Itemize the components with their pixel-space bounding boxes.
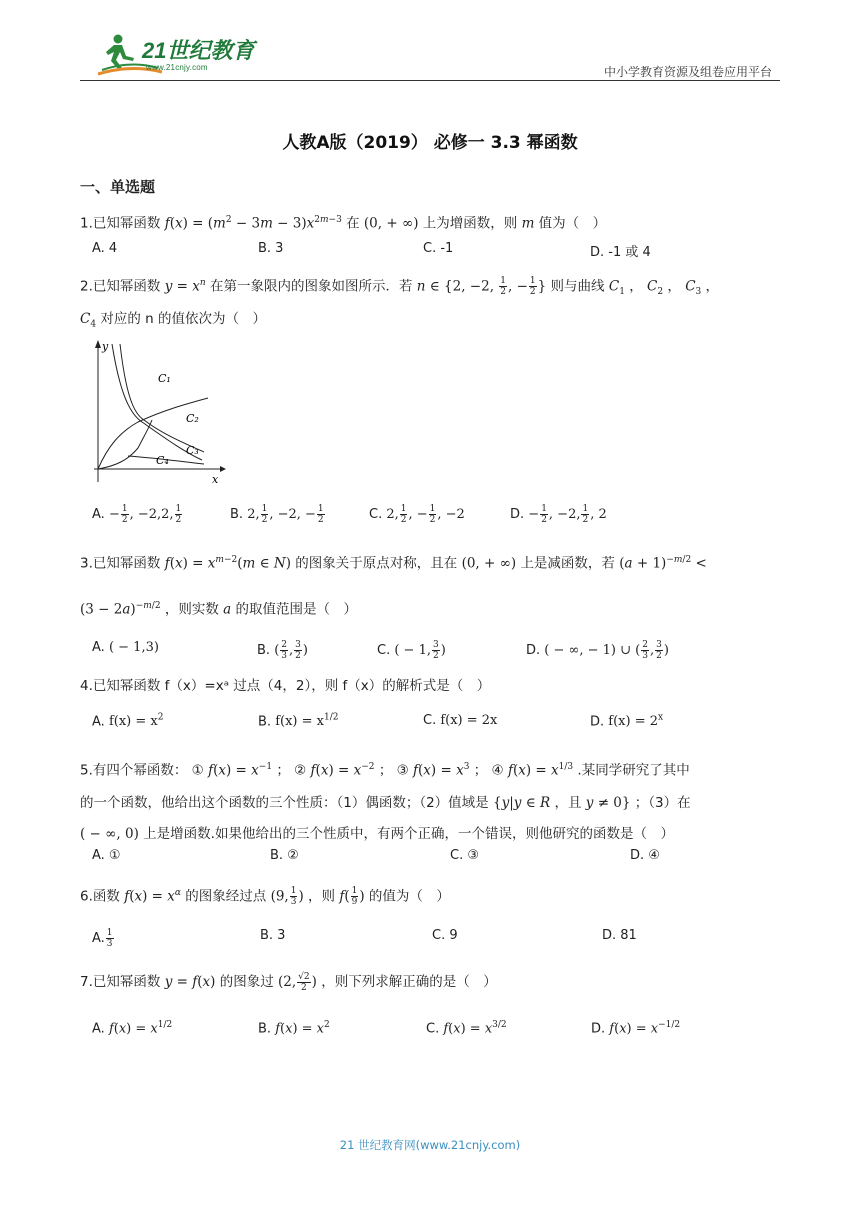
curve-label-c2: C₂ bbox=[186, 412, 199, 425]
q1-option-b[interactable]: B. 3 bbox=[258, 241, 284, 256]
q3-mid2: 上是减函数，若 bbox=[520, 555, 615, 572]
q5-line2a: 的一个函数，他给出这个函数的三个性质：（1）偶函数；（2）值域是 bbox=[80, 795, 489, 811]
q7-option-b[interactable]: B. $f(x) = x^2$ bbox=[258, 1020, 330, 1037]
q6-suffix: 的值为（ ） bbox=[368, 888, 450, 905]
q5-option-a[interactable]: A. ① bbox=[92, 848, 121, 863]
question-2-line2: $C_4$ 对应的 n 的值依次为（ ） bbox=[80, 311, 267, 330]
q4-option-d[interactable]: D. $f(x) = 2^x$ bbox=[590, 713, 664, 730]
q4-option-c[interactable]: C. f(x) = 2x bbox=[423, 713, 498, 728]
logo-wordmark: 21世纪教育 bbox=[142, 38, 255, 63]
question-5: 5.有四个幂函数： ① $f(x) = x^{-1}$ ； ② $f(x) = x^{-2}$ ； ③ $f(x) = x^3$ ； ④ $f(x) = x^{1/3}$ .某同学研究了其中 bbox=[80, 762, 690, 779]
q5-option-c[interactable]: C. ③ bbox=[450, 848, 479, 863]
q5-line2c: ；（3）在 bbox=[634, 795, 691, 811]
q5-line2b: ，且 bbox=[554, 795, 582, 811]
question-5-line2: 的一个函数，他给出这个函数的三个性质：（1）偶函数；（2）值域是 {y|y ∈ R ，且 y ≠ 0} ；（3）在 bbox=[80, 795, 691, 811]
q1-option-a[interactable]: A. 4 bbox=[92, 241, 118, 256]
q4-option-b[interactable]: B. $f(x) = x^{1/2}$ bbox=[258, 713, 339, 730]
curve-label-c4: C₄ bbox=[156, 454, 169, 467]
q2-line2: 对应的 n 的值依次为（ ） bbox=[100, 311, 267, 327]
graph-y-axis-label: y bbox=[102, 340, 109, 353]
q2-option-b[interactable]: B. 2, $\frac{1}{2}$ , −2, − $\frac{1}{2}$ bbox=[230, 504, 324, 525]
q3-option-c[interactable]: C. ( − 1, $\frac{3}{2}$ ) bbox=[377, 640, 446, 661]
q2-prefix: 2.已知幂函数 bbox=[80, 278, 161, 295]
q5-option-d[interactable]: D. ④ bbox=[630, 848, 660, 863]
q3-mid1: 的图象关于原点对称，且在 bbox=[295, 555, 458, 572]
q7-mid1: 的图象过 bbox=[219, 974, 274, 990]
q2-option-d[interactable]: D. − $\frac{1}{2}$ , −2, $\frac{1}{2}$ , 2 bbox=[510, 504, 607, 525]
question-7: 7.已知幂函数 y = f(x) 的图象过 (2, $\frac{√2}{2}$ ) ，则下列求解正确的是（ ） bbox=[80, 971, 497, 993]
section-heading: 一、单选题 bbox=[80, 178, 156, 196]
q5-option-b[interactable]: B. ② bbox=[270, 848, 299, 863]
logo-url: www.21cnjy.com bbox=[146, 63, 208, 72]
q6-option-c[interactable]: C. 9 bbox=[432, 928, 458, 943]
q6-option-b[interactable]: B. 3 bbox=[260, 928, 286, 943]
q7-option-c[interactable]: C. $f(x) = x^{3/2}$ bbox=[426, 1020, 507, 1037]
q3-option-a[interactable]: A. ( − 1,3) bbox=[92, 640, 159, 655]
q7-option-a[interactable]: A. $f(x) = x^{1/2}$ bbox=[92, 1020, 173, 1037]
q3-option-b[interactable]: B. ( $\frac{2}{3}$ , $\frac{3}{2}$ ) bbox=[257, 640, 308, 661]
q2-mid2: 则与曲线 bbox=[550, 278, 605, 295]
q1-suffix: 值为（ ） bbox=[538, 215, 607, 232]
q3-line2: ，则实数 bbox=[164, 601, 219, 618]
curve-label-c3: C₃ bbox=[186, 444, 199, 457]
q1-mid1: 在 bbox=[346, 215, 360, 232]
q1-prefix: 1.已知幂函数 bbox=[80, 215, 161, 232]
q6-mid1: 的图象经过点 bbox=[185, 888, 267, 905]
header-divider bbox=[80, 80, 780, 81]
question-3: 3.已知幂函数 $f(x) = x^{m-2}(m$ ∈ N) 的图象关于原点对称，且在 (0, + ∞) 上是减函数，若 $(a + 1)^{-m/2}$ < bbox=[80, 555, 707, 572]
question-5-line3: ( − ∞, 0) 上是增函数.如果他给出的三个性质中，有两个正确，一个错误，则他研究的函数是（ ） bbox=[80, 826, 674, 842]
q6-option-d[interactable]: D. 81 bbox=[602, 928, 637, 943]
q1-mid2: 上为增函数，则 bbox=[422, 215, 518, 232]
q7-prefix: 7.已知幂函数 bbox=[80, 974, 161, 990]
page-title: 人教A版（2019） 必修一 3.3 幂函数 bbox=[282, 133, 578, 153]
q7-suffix: ，则下列求解正确的是（ ） bbox=[321, 974, 497, 990]
q6-mid2: ，则 bbox=[308, 888, 336, 905]
q3-option-d[interactable]: D. ( − ∞, − 1) ∪ ( $\frac{2}{3}$ , $\frac{3}{2}$ ) bbox=[526, 640, 669, 661]
question-3-line2: $(3 - 2a)^{-m/2}$ ，则实数 a 的取值范围是（ ） bbox=[80, 601, 357, 618]
q5-line3: 上是增函数.如果他给出的三个性质中，有两个正确，一个错误，则他研究的函数是（ ） bbox=[143, 826, 674, 842]
q7-option-d[interactable]: D. $f(x) = x^{-1/2}$ bbox=[591, 1020, 681, 1037]
question-6: 6.函数 $f(x) = x^\alpha$ 的图象经过点 (9, $\frac{1}{3}$ ) ，则 f( $\frac{1}{9}$ ) 的值为（ ） bbox=[80, 886, 450, 907]
power-function-graph bbox=[86, 336, 226, 486]
q4-option-a[interactable]: A. $f(x) = x^2$ bbox=[92, 713, 164, 730]
q6-prefix: 6.函数 bbox=[80, 888, 120, 905]
q5-prefix: 5.有四个幂函数： bbox=[80, 762, 188, 779]
q5-line1-end: .某同学研究了其中 bbox=[577, 762, 690, 779]
q3-line2b: 的取值范围是（ ） bbox=[235, 601, 357, 618]
question-2: 2.已知幂函数 $y = x^n$ 在第一象限内的图象如图所示．若 n ∈ {2, −2, $\frac{1}{2}$ , − $\frac{1}{2}$ } 则与曲线 $C_1$ ， $C_2$ ， $C_3$ ， bbox=[80, 276, 720, 298]
graph-x-axis-label: x bbox=[212, 473, 219, 486]
q1-option-d[interactable]: D. -1 或 4 bbox=[590, 245, 651, 260]
footer-link[interactable]: 21 世纪教育网(www.21cnjy.com) bbox=[339, 1138, 521, 1152]
q2-mid1: 在第一象限内的图象如图所示．若 bbox=[209, 278, 413, 295]
q2-option-a[interactable]: A. − $\frac{1}{2}$ , −2,2, $\frac{1}{2}$ bbox=[92, 504, 182, 525]
q2-option-c[interactable]: C. 2, $\frac{1}{2}$ , − $\frac{1}{2}$ , −2 bbox=[369, 504, 465, 525]
question-4: 4.已知幂函数 f（x）=xᵃ 过点（4，2），则 f（x）的解析式是（ ） bbox=[80, 678, 491, 694]
curve-label-c1: C₁ bbox=[158, 372, 171, 385]
q3-prefix: 3.已知幂函数 bbox=[80, 555, 161, 572]
q6-option-a[interactable]: A. $\frac{1}{3}$ bbox=[92, 928, 113, 949]
question-1: 1.已知幂函数 $f(x) = (m^2 - 3m - 3)x^{2m-3}$ 在 (0, + ∞) 上为增函数，则 m 值为（ ） bbox=[80, 215, 607, 232]
header-tagline: 中小学教育资源及组卷应用平台 bbox=[603, 65, 772, 79]
q1-option-c[interactable]: C. -1 bbox=[423, 241, 454, 256]
